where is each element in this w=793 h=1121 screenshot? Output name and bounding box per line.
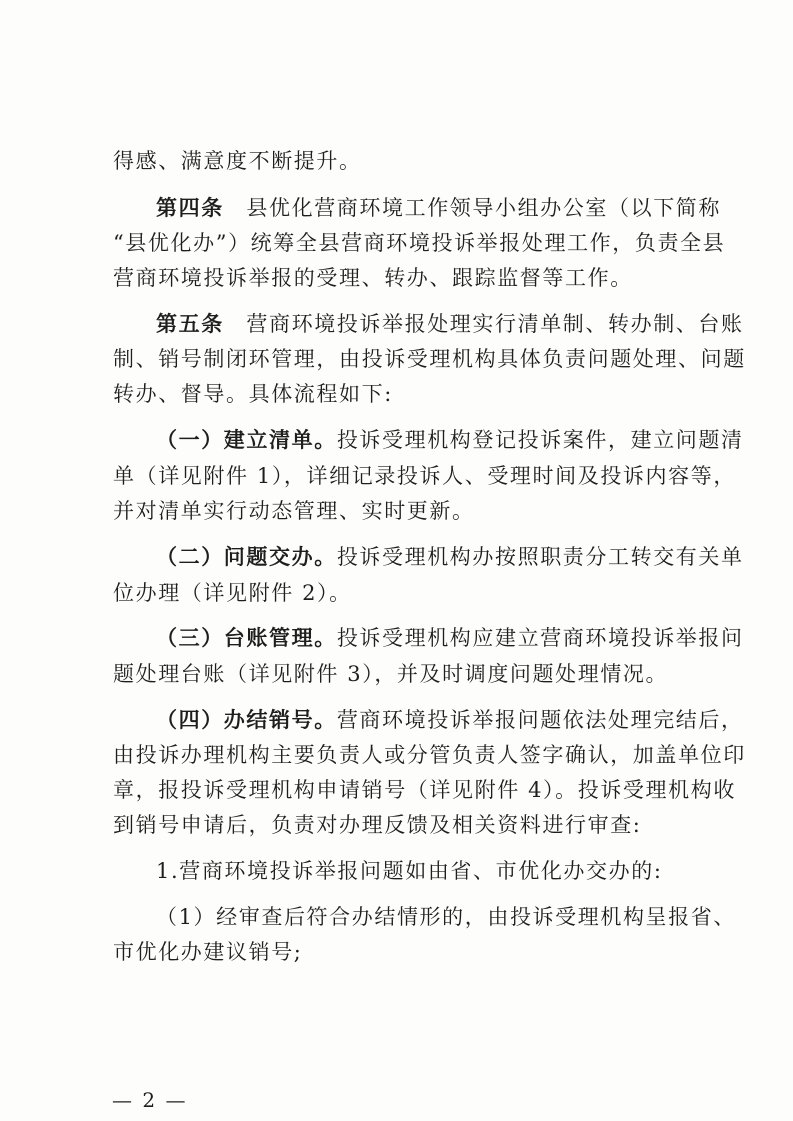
bold-heading-text: （一）建立清单。 [156, 428, 337, 452]
text-line [113, 810, 641, 840]
bold-heading-text: 第五条 [156, 312, 224, 336]
body-text: 市优化办建议销号; [113, 940, 303, 964]
text-line [113, 379, 393, 409]
body-text: 营商环境投诉举报问题依法处理完结后， [336, 708, 744, 732]
body-text: 由投诉办理机构主要负责人或分管负责人签字确认，加盖单位印 [113, 743, 746, 767]
body-text: 章，报投诉受理机构申请销号（详见附件 4）。投诉受理机构收 [113, 778, 736, 802]
body-text: 制、销号制闭环管理，由投诉受理机构具体负责问题处理、问题 [113, 347, 746, 371]
body-text: 投诉受理机构登记投诉案件，建立问题清 [336, 428, 744, 452]
body-text: 并对清单实行动态管理、实时更新。 [113, 499, 475, 523]
body-text: “县优化办”）统筹全县营商环境投诉举报处理工作，负责全县 [113, 231, 726, 255]
text-line [113, 578, 352, 608]
text-line [156, 902, 736, 932]
text-line [113, 146, 362, 176]
text-line [156, 705, 744, 735]
body-text: （1）经审查后符合办结情形的，由投诉受理机构呈报省、 [156, 905, 736, 929]
body-text: 题处理台账（详见附件 3），并及时调度问题处理情况。 [113, 662, 669, 686]
bold-heading-text: （三）台账管理。 [156, 626, 337, 650]
text-line [156, 623, 744, 653]
text-line [113, 461, 736, 491]
body-text: 到销号申请后，负责对办理反馈及相关资料进行审查: [113, 813, 642, 837]
text-line [156, 193, 721, 223]
body-text: 位办理（详见附件 2）。 [113, 581, 352, 605]
text-line [156, 425, 744, 455]
text-line [113, 740, 746, 770]
bold-heading-text: 第四条 [156, 196, 224, 220]
text-line [113, 775, 736, 805]
text-line [113, 937, 302, 967]
body-text: 投诉受理机构办按照职责分工转交有关单 [336, 545, 744, 569]
text-line [113, 496, 475, 526]
bold-heading-text: （二）问题交办。 [156, 545, 337, 569]
text-line [113, 263, 633, 293]
body-text: 得感、满意度不断提升。 [113, 149, 362, 173]
body-text: 营商环境投诉举报的受理、转办、跟踪监督等工作。 [113, 266, 633, 290]
text-line [156, 542, 744, 572]
body-text: 转办、督导。具体流程如下: [113, 382, 393, 406]
body-text: 投诉受理机构应建立营商环境投诉举报问 [336, 626, 744, 650]
body-text: 单（详见附件 1），详细记录投诉人、受理时间及投诉内容等， [113, 464, 736, 488]
body-text: 1.营商环境投诉举报问题如由省、市优化办交办的: [156, 859, 663, 883]
text-line [156, 309, 744, 339]
bold-heading-text: （四）办结销号。 [156, 708, 337, 732]
body-text: 县优化营商环境工作领导小组办公室（以下简称 [223, 196, 722, 220]
text-line [156, 856, 663, 886]
body-text: 营商环境投诉举报处理实行清单制、转办制、台账 [223, 312, 744, 336]
text-line [113, 659, 668, 689]
text-line [113, 344, 746, 374]
page-number: — 2 — [112, 1088, 188, 1112]
text-line [113, 228, 725, 258]
